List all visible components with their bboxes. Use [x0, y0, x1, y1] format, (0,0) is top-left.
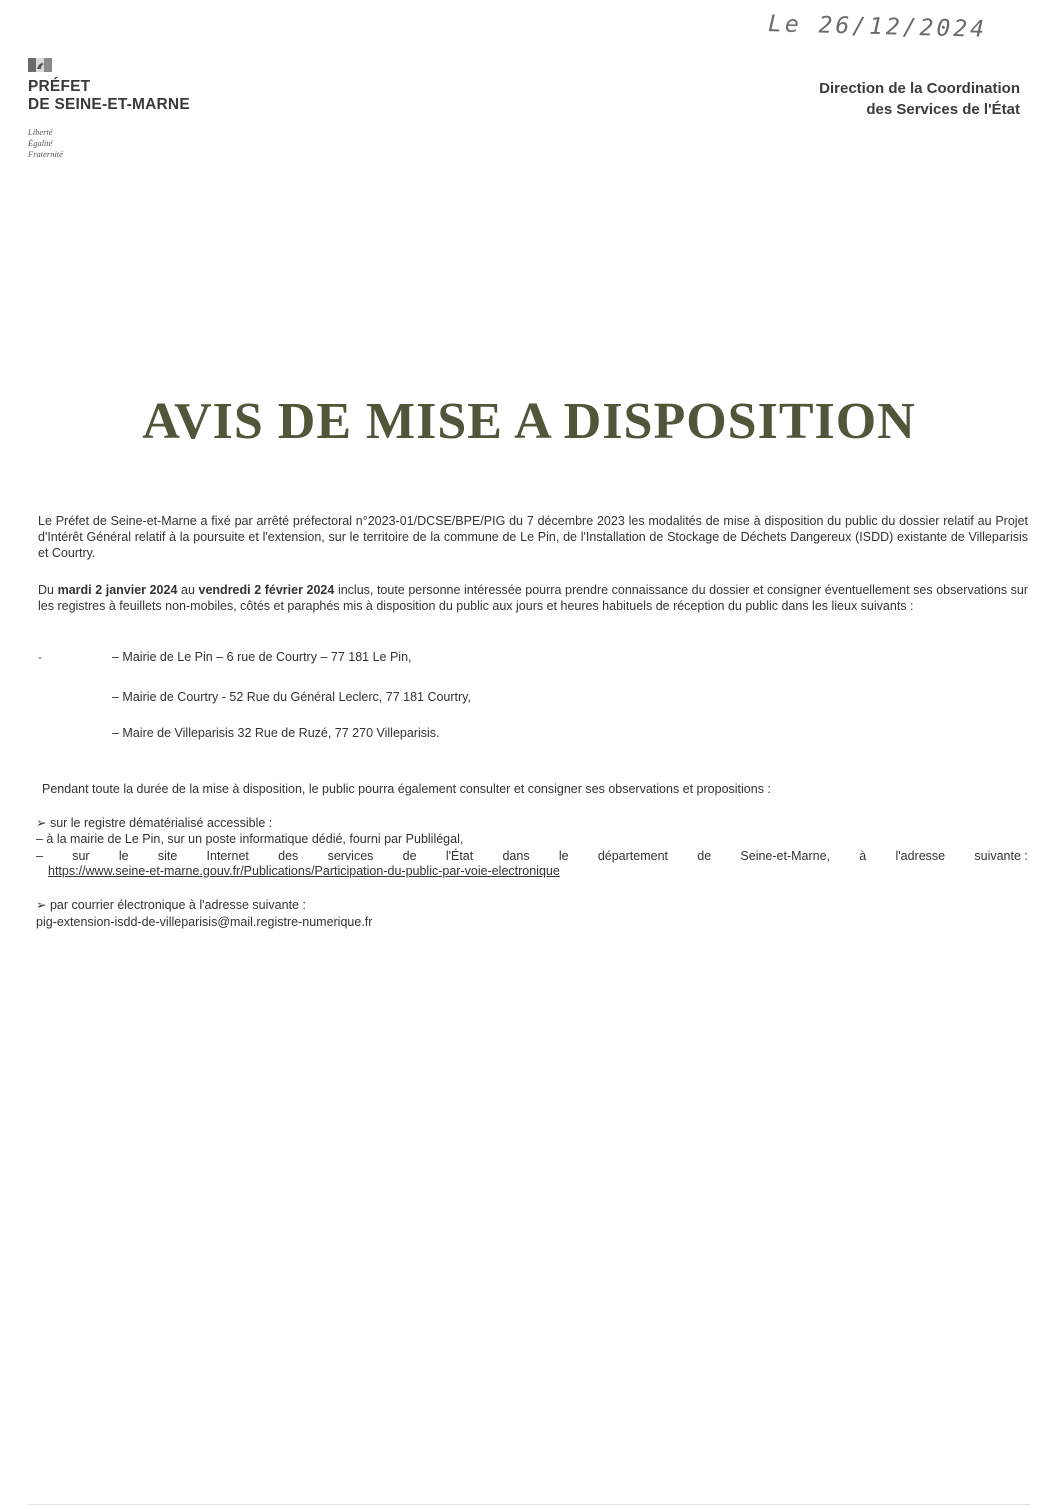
- handwritten-date: Le 26/12/2024: [767, 11, 988, 43]
- direction-header: [819, 78, 1020, 120]
- intro-paragraph: Le Préfet de Seine-et-Marne a fixé par arrêté préfectoral n°2023-01/DCSE/BPE/PIG du 7 décembre 2023 les modalités de mise à disposition du public du dossier relatif au Projet d'Intérêt Général relatif à la poursuite et l'extension, sur le territoire de la commune de Le Pin, de l'Installation de Stockage de Déchets Dangereux (ISDD) existante de Villeparisis et Courtry.: [38, 514, 1028, 560]
- motto-liberte: Liberté: [28, 127, 53, 137]
- email-option-label: ➢ par courrier électronique à l'adresse suivante :: [36, 898, 306, 912]
- registry-option: ➢ sur le registre dématérialisé accessible :: [36, 816, 273, 830]
- address-courtry: – Mairie de Courtry - 52 Rue du Général Leclerc, 77 181 Courtry,: [112, 690, 471, 704]
- dates-rest: inclus, toute personne intéressée pourra prendre connaissance du dossier et consigner éventuellement ses observations sur les registres à feuillets non-mobiles, côtés et paraphés mis à disposition du public aux jours et heures habituels de réception du public dans les lieux suivants :: [38, 583, 1029, 613]
- marianne-logo-icon: [28, 58, 52, 72]
- mairie-option: – à la mairie de Le Pin, sur un poste informatique dédié, fourni par Publilégal,: [36, 832, 464, 846]
- website-url-link[interactable]: https://www.seine-et-marne.gouv.fr/Publications/Participation-du-public-par-voie-electronique: [48, 864, 560, 878]
- direction-line-1: Direction de la Coordination: [819, 80, 1020, 97]
- motto-egalite: Égalité: [28, 138, 53, 148]
- prefet-line-1: PRÉFET: [28, 78, 91, 95]
- direction-line-2: des Services de l'État: [866, 101, 1020, 118]
- prefet-title: [28, 78, 190, 114]
- date-end: vendredi 2 février 2024: [198, 583, 335, 597]
- republic-motto: [28, 127, 63, 160]
- dates-connector: au: [181, 583, 195, 597]
- dates-lead: Du: [38, 583, 54, 597]
- motto-fraternite: Fraternité: [28, 149, 63, 159]
- address-villeparisis: – Maire de Villeparisis 32 Rue de Ruzé, 77 270 Villeparisis.: [112, 726, 440, 740]
- date-start: mardi 2 janvier 2024: [57, 583, 178, 597]
- website-option: – sur le site Internet des services de l'État dans le département de Seine-et-Marne, à l'adresse suivante :: [36, 849, 1028, 863]
- consultation-paragraph: Pendant toute la durée de la mise à disposition, le public pourra également consulter et consigner ses observations et propositions :: [42, 782, 771, 796]
- email-address[interactable]: pig-extension-isdd-de-villeparisis@mail.registre-numerique.fr: [36, 915, 373, 929]
- document-title: AVIS DE MISE A DISPOSITION: [142, 393, 916, 450]
- address-bullet: -: [38, 650, 42, 664]
- dates-paragraph: [38, 582, 1028, 614]
- prefet-line-2: DE SEINE-ET-MARNE: [28, 96, 190, 113]
- address-le-pin: – Mairie de Le Pin – 6 rue de Courtry – 77 181 Le Pin,: [112, 650, 412, 664]
- page-bottom-edge: [28, 1504, 1030, 1505]
